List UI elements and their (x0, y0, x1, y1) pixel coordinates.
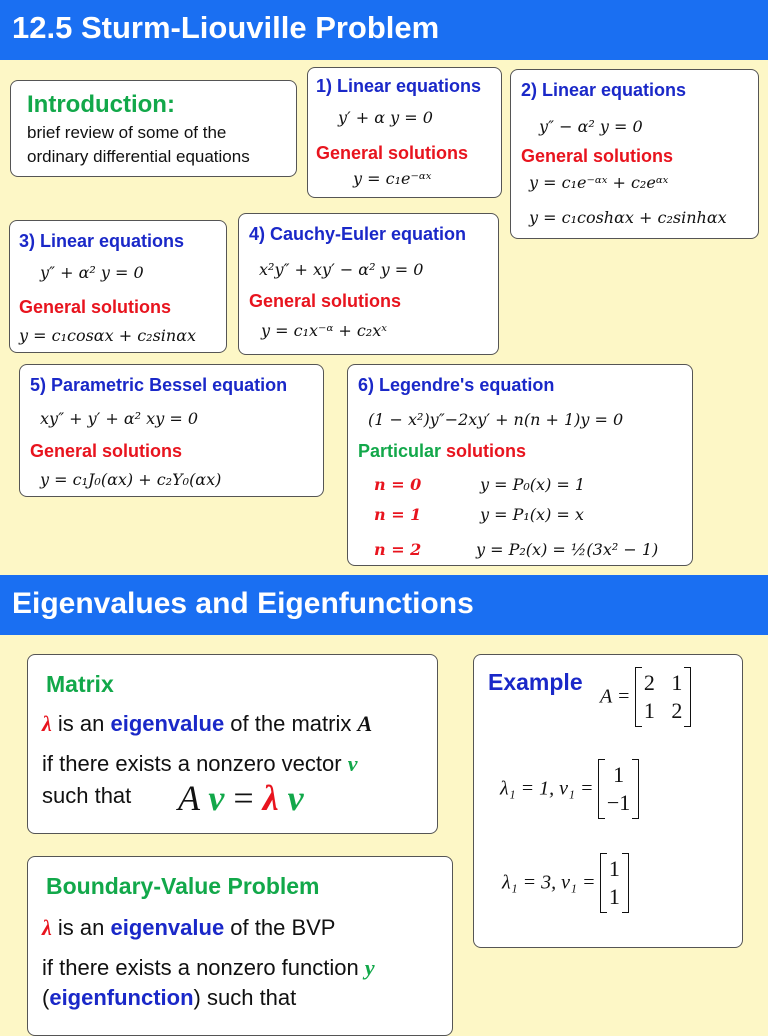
eq6-title: 6) Legendre's equation (358, 375, 555, 395)
matrix-heading: Matrix (46, 671, 114, 697)
nonzero-function-text: if there exists a nonzero function (42, 955, 365, 980)
equation-box-3 (9, 220, 227, 353)
A-equals: A = (600, 685, 631, 708)
eq1-title: 1) Linear equations (316, 76, 482, 96)
is-an-text: is an (51, 711, 111, 736)
eq3-title: 3) Linear equations (19, 231, 185, 251)
eq5-solution: y = c₁J₀(αx) + c₂Y₀(αx) (40, 470, 222, 489)
eq1-ode: y′ + α y = 0 (338, 108, 433, 127)
a21: 1 (643, 698, 655, 723)
equation-box-4 (238, 213, 499, 355)
eq1-solution: y = c₁e⁻ᵅˣ (353, 169, 432, 188)
particular-word: Particular (358, 441, 442, 461)
v1-a: 1 (613, 762, 625, 787)
bvp-lambda-symbol: λ (42, 915, 52, 940)
eq2-ode: y″ − α² y = 0 (539, 117, 643, 136)
eq2-general-label: General solutions (521, 146, 674, 166)
eq-A: A (178, 778, 200, 818)
legendre-p-2: y = P₂(x) = ½(3x² − 1) (476, 540, 659, 559)
matrix-A-values (635, 667, 692, 727)
eq4-title: 4) Cauchy-Euler equation (249, 224, 467, 244)
function-y: y (364, 955, 375, 980)
legendre-n-2: n = 2 (374, 540, 422, 559)
equation-box-1 (307, 67, 502, 198)
matrix-A: A (357, 711, 373, 736)
v2-a: 1 (608, 856, 620, 881)
eq2-solution-1: y = c₁e⁻ᵅˣ + c₂eᵅˣ (529, 173, 669, 192)
solutions-word: solutions (441, 441, 527, 461)
eq3-general-label: General solutions (19, 297, 172, 317)
example-heading: Example (488, 669, 583, 695)
bvp-heading: Boundary-Value Problem (46, 873, 320, 899)
equation-box-5 (19, 364, 324, 497)
bvp-line-1 (42, 915, 335, 941)
such-that-text: such that (42, 783, 132, 808)
eq-v: v (208, 778, 225, 818)
example-box (473, 654, 743, 948)
equation-box-6 (347, 364, 693, 566)
section-title-eigen: Eigenvalues and Eigenfunctions (0, 575, 768, 635)
bvp-of-text: of the BVP (224, 915, 336, 940)
eq5-title: 5) Parametric Bessel equation (30, 375, 288, 395)
intro-heading: Introduction: (27, 91, 175, 118)
eq4-ode: x²y″ + xy′ − α² y = 0 (259, 260, 424, 279)
legendre-p-1: y = P₁(x) = x (480, 505, 584, 524)
matrix-line-1 (42, 711, 372, 737)
legendre-p-0: y = P₀(x) = 1 (480, 475, 586, 494)
equation-box-2 (510, 69, 759, 239)
a22: 2 (671, 698, 683, 723)
legendre-n-0: n = 0 (374, 475, 422, 494)
eigenpair-1 (500, 759, 639, 819)
eq-equals: = (224, 778, 263, 818)
paren-open: ( (42, 985, 50, 1010)
lambda-2-text: λ₁ = 3, v₁ = (502, 871, 596, 894)
eq-lambda: λ (262, 778, 279, 818)
eq5-ode: xy″ + y′ + α² xy = 0 (40, 409, 198, 428)
vector-v2 (600, 853, 629, 913)
eq2-solution-2: y = c₁coshαx + c₂sinhαx (529, 208, 727, 227)
eq1-general-label: General solutions (316, 143, 469, 163)
eigenvalue-word: eigenvalue (110, 711, 225, 736)
lambda-symbol: λ (42, 711, 52, 736)
eq4-general-label: General solutions (249, 291, 402, 311)
a12: 1 (671, 670, 683, 695)
intro-line-1: brief review of some of the (27, 123, 227, 142)
eigen-equation (178, 777, 304, 819)
matrix-line-2 (42, 751, 357, 777)
eq3-ode: y″ + α² y = 0 (40, 263, 144, 282)
nonzero-vector-text: if there exists a nonzero vector (42, 751, 348, 776)
vector-v: v (347, 751, 358, 776)
intro-box (10, 80, 297, 177)
v2-b: 1 (608, 884, 620, 909)
eigenfunction-word: eigenfunction (49, 985, 194, 1010)
bvp-box (27, 856, 453, 1036)
eq2-title: 2) Linear equations (521, 80, 687, 100)
paren-close: ) such that (193, 985, 297, 1010)
bvp-line-3 (42, 985, 296, 1011)
bvp-is-an: is an (51, 915, 111, 940)
vector-v1 (598, 759, 639, 819)
eq6-particular-label (358, 441, 526, 462)
matrix-box (27, 654, 438, 834)
eq4-solution: y = c₁x⁻ᵅ + c₂xˣ (261, 321, 387, 340)
intro-line-2: ordinary differential equations (27, 147, 250, 166)
eq5-general-label: General solutions (30, 441, 183, 461)
a11: 2 (643, 670, 655, 695)
eigenpair-2 (502, 853, 629, 913)
legendre-n-1: n = 1 (374, 505, 422, 524)
bvp-line-2 (42, 955, 375, 981)
matrix-A-def (600, 667, 691, 727)
of-matrix-text: of the matrix (224, 711, 358, 736)
eq-v-2: v (287, 778, 304, 818)
eq3-solution: y = c₁cosαx + c₂sinαx (19, 326, 197, 345)
eq6-ode: (1 − x²)y″−2xy′ + n(n + 1)y = 0 (368, 410, 624, 429)
lambda-1-text: λ₁ = 1, v₁ = (500, 777, 594, 800)
section-title-sturm-liouville: 12.5 Sturm-Liouville Problem (0, 0, 768, 60)
bvp-eigenvalue-word: eigenvalue (110, 915, 225, 940)
v1-b: −1 (606, 790, 631, 815)
